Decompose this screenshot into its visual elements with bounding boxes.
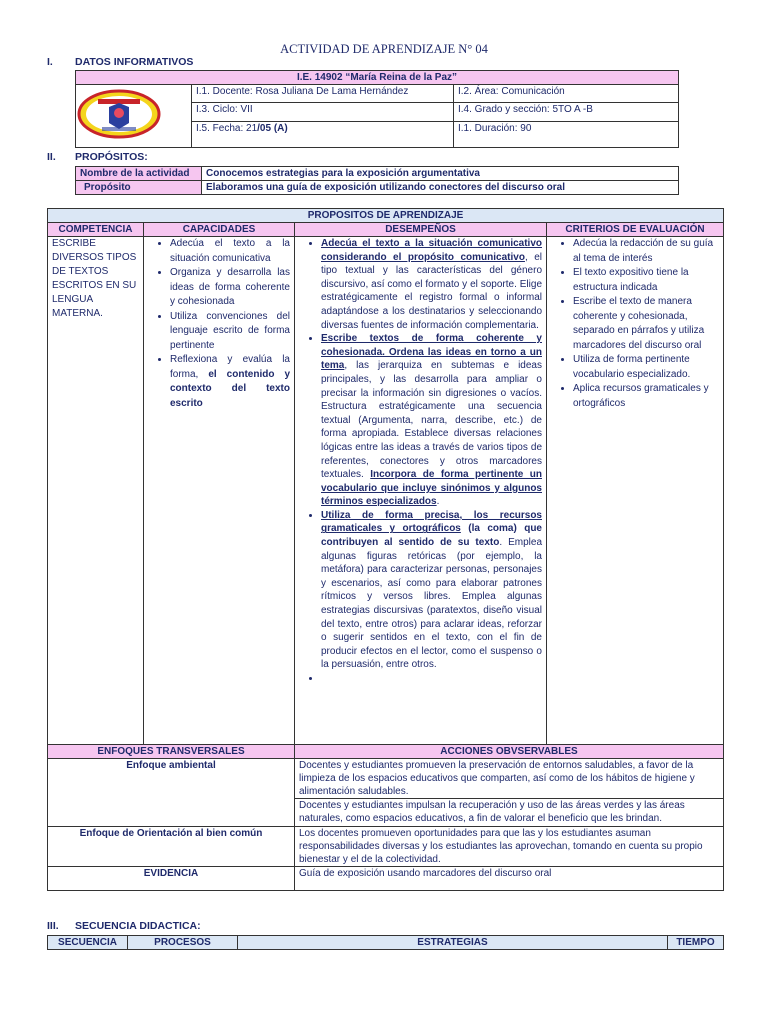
col-criterios: CRITERIOS DE EVALUACIÓN	[547, 223, 724, 237]
col-estrategias: ESTRATEGIAS	[238, 936, 668, 950]
list-item: • Reflexiona y evalúa la forma, el contenido y contexto del texto escrito	[170, 353, 290, 411]
list-item: • Organiza y desarrolla las ideas de forma coherente y cohesionada	[170, 266, 290, 310]
evidencia-value: Guía de exposición usando marcadores del discurso oral	[295, 867, 724, 891]
evidencia-label: EVIDENCIA	[48, 867, 295, 891]
page-title: ACTIVIDAD DE APRENDIZAJE N° 04	[280, 42, 488, 56]
fecha: I.5. Fecha: 21/05 (A)	[192, 121, 454, 147]
section-2-heading: II. PROPÓSITOS:	[47, 151, 148, 163]
list-item: • Adecúa el texto a la situación comunicativa	[170, 237, 290, 266]
enfoques-heading: ENFOQUES TRANSVERSALES	[48, 745, 295, 759]
list-item: • Adecúa el texto a la situación comunicativo considerando el propósito comunicativo, el tipo textual y las características del género discursivo, así como el formato y el soporte. Elige estratégicamente el registro formal o informal adaptándose a los destinatarios y seleccionando diversas fuentes de información complementaria.	[321, 237, 542, 332]
aprendizaje-table	[47, 208, 724, 891]
section-1-heading: I. DATOS INFORMATIVOS	[47, 56, 194, 68]
list-item: • Utiliza de forma precisa, los recursos gramaticales y ortográficos (la coma) que contribuyen al sentido de su texto. Emplea algunas figuras retóricas (por ejemplo, la metáfora) para caracterizar personas, personajes y escenarios, así como para elaborar patrones rítmicos y versos libres. Emplea algunas estrategias discursivas (paratextos, diseño visual del texto, entre otros) para aclarar ideas, reforzar o sugerir sentidos en el texto, con el fin de producir efectos en el lector, como el suspenso o la persuasión, entre otros.	[321, 509, 542, 672]
proposito-value: Elaboramos una guía de exposición utilizando conectores del discurso oral	[202, 181, 679, 195]
docente: I.1. Docente: Rosa Juliana De Lama Hernández	[192, 85, 454, 103]
list-item: • Adecúa la redacción de su guía al tema de interés	[573, 237, 719, 266]
col-capacidades: CAPACIDADES	[144, 223, 295, 237]
proposito-table	[75, 166, 679, 195]
enfoque-ambiental: Enfoque ambiental	[48, 759, 295, 827]
duracion: I.1. Duración: 90	[454, 121, 679, 147]
actividad-value: Conocemos estrategias para la exposición argumentativa	[202, 167, 679, 181]
area: I.2. Área: Comunicación	[454, 85, 679, 103]
col-secuencia: SECUENCIA	[48, 936, 128, 950]
actividad-label: Nombre de la actividad	[76, 167, 202, 181]
competencia-cell: ESCRIBE DIVERSOS TIPOS DE TEXTOS ESCRITOS EN SU LENGUA MATERNA.	[48, 237, 144, 745]
accion-1: Docentes y estudiantes promueven la preservación de entornos saludables, a favor de la limpieza de los espacios educativos que comparten, así como de los hábitos de higiene y alimentación saludables.	[295, 759, 724, 799]
acciones-heading: ACCIONES OBVSERVABLES	[295, 745, 724, 759]
accion-2: Docentes y estudiantes impulsan la recuperación y uso de las áreas verdes y las áreas naturales, como espacios educativos, a fin de valorar el beneficio que les brindan.	[295, 799, 724, 827]
school-logo-icon	[76, 89, 162, 139]
section-3-heading: III. SECUENCIA DIDACTICA:	[47, 920, 201, 932]
list-item: • Aplica recursos gramaticales y ortográficos	[573, 382, 719, 411]
secuencia-table	[47, 935, 724, 950]
enfoque-bien-comun: Enfoque de Orientación al bien común	[48, 827, 295, 867]
list-item: • Escribe textos de forma coherente y cohesionada. Ordena las ideas en torno a un tema, las jerarquiza en subtemas e ideas principales, y las desarrolla para ampliar o precisar la información sin digresiones o vacíos. Estructura estratégicamente una secuencia textual (Argumenta, narra, describe, etc.) de forma apropiada. Establece diversas relaciones lógicas entre las ideas a través de varios tipos de referentes, conectores y otros marcadores textuales. Incorpora de forma pertinente un vocabulario que incluye sinónimos y algunos términos especializados.	[321, 332, 542, 509]
school-name: I.E. 14902 “María Reina de la Paz”	[76, 71, 679, 85]
col-competencia: COMPETENCIA	[48, 223, 144, 237]
criterios-cell	[547, 237, 724, 745]
capacidades-cell	[144, 237, 295, 745]
logo-cell	[76, 85, 192, 148]
list-item: • Escribe el texto de manera coherente y cohesionada, separado en párrafos y utiliza marcadores del discurso oral	[573, 295, 719, 353]
list-item: • El texto expositivo tiene la estructura indicada	[573, 266, 719, 295]
list-item: • Utiliza convenciones del lenguaje escrito de forma pertinente	[170, 310, 290, 354]
desempenos-cell	[295, 237, 547, 745]
col-tiempo: TIEMPO	[668, 936, 724, 950]
propositos-heading: PROPOSITOS DE APRENDIZAJE	[48, 209, 724, 223]
list-item: • Utiliza de forma pertinente vocabulario especializado.	[573, 353, 719, 382]
list-item	[321, 672, 542, 686]
grado-seccion: I.4. Grado y sección: 5TO A -B	[454, 103, 679, 121]
accion-3: Los docentes promueven oportunidades para que las y los estudiantes asuman responsabilidades diversas y los estudiantes las aprovechan, tomando en cuenta su propio bienestar y el de la colectividad.	[295, 827, 724, 867]
info-table	[75, 70, 679, 148]
col-procesos: PROCESOS	[128, 936, 238, 950]
proposito-label: Propósito	[76, 181, 202, 195]
ciclo: I.3. Ciclo: VII	[192, 103, 454, 121]
col-desempenos: DESEMPEÑOS	[295, 223, 547, 237]
